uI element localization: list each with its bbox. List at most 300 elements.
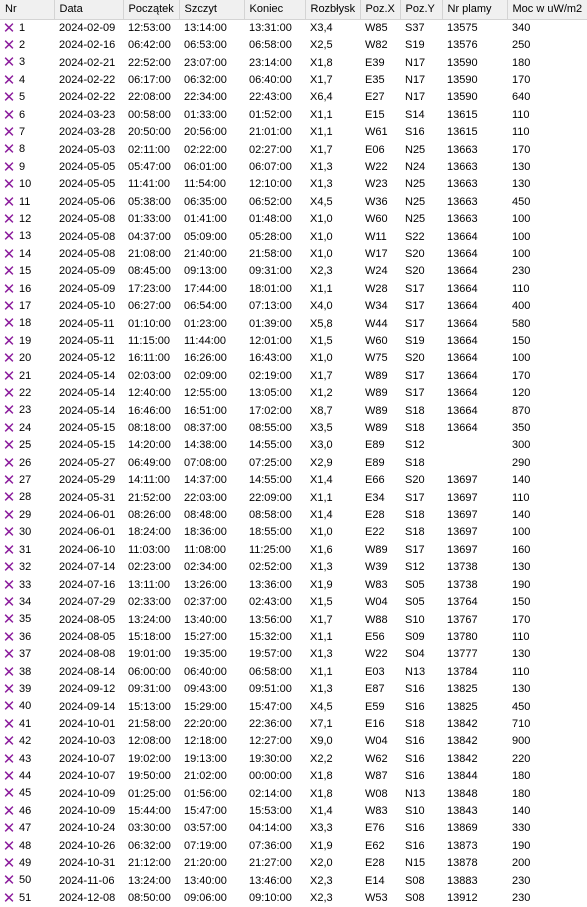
cell-nr: [0, 124, 54, 141]
table-row[interactable]: [0, 611, 587, 628]
cell-pos-y: S22: [405, 230, 425, 243]
column-header-szczyt[interactable]: Szczyt: [179, 0, 244, 19]
cell-nr: [0, 263, 54, 280]
x-flare-icon: ✕: [2, 350, 16, 368]
row-number: 5: [19, 91, 26, 104]
cell-start: 21:52:00: [128, 491, 171, 504]
cell-pos-y: S16: [405, 752, 425, 765]
cell-pos-y: S18: [405, 456, 425, 469]
cell-start: 02:11:00: [128, 143, 171, 156]
x-flare-icon: ✕: [2, 698, 16, 716]
x-flare-icon: ✕: [2, 402, 16, 420]
cell-date: 2024-05-11: [59, 317, 115, 330]
table-row[interactable]: [0, 472, 587, 489]
table-row[interactable]: [0, 855, 587, 872]
cell-date: 2024-10-07: [59, 770, 116, 783]
cell-class: X2,3: [310, 874, 333, 887]
cell-class: X1,8: [310, 787, 333, 800]
cell-nr: [0, 159, 54, 176]
cell-pos-y: S20: [405, 474, 425, 487]
cell-pos-x: E89: [365, 456, 385, 469]
cell-class: X1,7: [310, 613, 333, 626]
cell-nr: [0, 281, 54, 298]
cell-nr: [0, 681, 54, 698]
cell-class: X3,4: [310, 21, 333, 34]
cell-peak: 02:37:00: [184, 596, 227, 609]
x-flare-icon: ✕: [2, 820, 16, 838]
cell-nr: [0, 194, 54, 211]
cell-pos-x: W85: [365, 21, 388, 34]
table-row[interactable]: [0, 733, 587, 750]
cell-peak: 08:37:00: [184, 422, 227, 435]
x-flare-icon: ✕: [2, 280, 16, 298]
column-header-poczatek[interactable]: Początek: [123, 0, 179, 19]
cell-pos-y: S17: [405, 491, 425, 504]
cell-nr: [0, 785, 54, 802]
cell-peak: 03:57:00: [184, 822, 227, 835]
cell-pos-x: W87: [365, 770, 388, 783]
row-number: 36: [19, 630, 32, 643]
cell-power: 200: [512, 857, 531, 870]
table-row[interactable]: [0, 698, 587, 715]
cell-end: 06:40:00: [249, 73, 292, 86]
cell-power: 640: [512, 91, 531, 104]
cell-peak: 22:20:00: [184, 717, 227, 730]
x-flare-icon: ✕: [2, 454, 16, 472]
x-flare-icon: ✕: [2, 750, 16, 768]
table-row[interactable]: [0, 785, 587, 802]
cell-date: 2024-02-09: [59, 21, 116, 34]
cell-peak: 07:08:00: [184, 456, 227, 469]
table-row[interactable]: [0, 37, 587, 54]
row-number: 16: [19, 282, 32, 295]
row-number: 22: [19, 387, 32, 400]
cell-end: 17:02:00: [249, 404, 292, 417]
cell-end: 13:56:00: [249, 613, 292, 626]
row-number: 48: [19, 839, 32, 852]
cell-date: 2024-08-05: [59, 630, 116, 643]
cell-spot-nr: 13664: [447, 282, 478, 295]
cell-end: 16:43:00: [249, 352, 292, 365]
table-row[interactable]: [0, 211, 587, 228]
cell-pos-x: W83: [365, 804, 388, 817]
cell-date: 2024-11-06: [59, 874, 115, 887]
row-number: 11: [19, 195, 31, 208]
cell-class: X3,3: [310, 822, 333, 835]
row-number: 24: [19, 421, 32, 434]
table-row[interactable]: [0, 872, 587, 889]
x-flare-icon: ✕: [2, 419, 16, 437]
table-row[interactable]: [0, 455, 587, 472]
cell-power: 160: [512, 543, 531, 556]
cell-peak: 06:01:00: [184, 160, 227, 173]
cell-nr: [0, 141, 54, 158]
cell-nr: [0, 211, 54, 228]
cell-pos-y: S16: [405, 770, 425, 783]
cell-end: 00:00:00: [249, 770, 292, 783]
cell-spot-nr: 13825: [447, 700, 478, 713]
x-flare-icon: ✕: [2, 385, 16, 403]
x-flare-icon: ✕: [2, 872, 16, 890]
x-flare-icon: ✕: [2, 611, 16, 629]
cell-nr: [0, 315, 54, 332]
column-header-nr-plamy[interactable]: Nr plamy: [442, 0, 507, 19]
cell-start: 06:49:00: [128, 456, 171, 469]
x-flare-icon: ✕: [2, 367, 16, 385]
cell-power: 580: [512, 317, 531, 330]
cell-class: X1,0: [310, 230, 333, 243]
cell-pos-x: E06: [365, 143, 385, 156]
cell-power: 100: [512, 352, 531, 365]
table-row[interactable]: [0, 159, 587, 176]
cell-spot-nr: 13663: [447, 178, 478, 191]
cell-start: 19:02:00: [128, 752, 171, 765]
column-header-data[interactable]: Data: [54, 0, 123, 19]
cell-class: X1,8: [310, 770, 333, 783]
cell-nr: [0, 716, 54, 733]
x-flare-icon: ✕: [2, 106, 16, 124]
cell-pos-x: W82: [365, 39, 388, 52]
cell-date: 2024-05-08: [59, 247, 116, 260]
row-number: 1: [19, 21, 26, 34]
table-row[interactable]: [0, 542, 587, 559]
table-row[interactable]: [0, 524, 587, 541]
cell-date: 2024-02-16: [59, 39, 116, 52]
cell-power: 340: [512, 21, 531, 34]
cell-class: X2,0: [310, 857, 333, 870]
cell-end: 02:27:00: [249, 143, 292, 156]
cell-power: 150: [512, 335, 531, 348]
cell-pos-y: S18: [405, 404, 425, 417]
cell-date: 2024-05-03: [59, 143, 116, 156]
x-flare-icon: ✕: [2, 332, 16, 350]
cell-nr: [0, 420, 54, 437]
x-flare-icon: ✕: [2, 646, 16, 664]
table-row[interactable]: [0, 681, 587, 698]
cell-spot-nr: 13590: [447, 73, 478, 86]
cell-class: X1,1: [310, 126, 333, 139]
cell-nr: [0, 455, 54, 472]
cell-pos-y: S17: [405, 543, 425, 556]
cell-power: 250: [512, 39, 531, 52]
x-flare-icon: ✕: [2, 541, 16, 559]
cell-class: X7,1: [310, 717, 333, 730]
column-header-moc[interactable]: Moc w uW/m2: [507, 0, 587, 19]
cell-start: 14:20:00: [128, 439, 171, 452]
cell-nr: [0, 402, 54, 419]
cell-pos-y: S20: [405, 247, 425, 260]
cell-spot-nr: 13843: [447, 804, 478, 817]
cell-date: 2024-05-29: [59, 474, 116, 487]
cell-start: 13:24:00: [128, 874, 171, 887]
cell-power: 150: [512, 596, 531, 609]
table-row[interactable]: [0, 489, 587, 506]
cell-spot-nr: 13664: [447, 335, 478, 348]
cell-pos-y: S20: [405, 265, 425, 278]
cell-date: 2024-05-14: [59, 404, 116, 417]
cell-end: 07:13:00: [249, 300, 292, 313]
x-flare-icon: ✕: [2, 437, 16, 455]
x-flare-icon: ✕: [2, 245, 16, 263]
row-number: 50: [19, 874, 32, 887]
cell-start: 06:00:00: [128, 665, 171, 678]
cell-power: 140: [512, 474, 531, 487]
cell-nr: [0, 803, 54, 820]
table-row[interactable]: [0, 72, 587, 89]
cell-nr: [0, 855, 54, 872]
cell-spot-nr: 13883: [447, 874, 478, 887]
cell-peak: 07:19:00: [184, 839, 227, 852]
table-row[interactable]: [0, 368, 587, 385]
cell-spot-nr: 13664: [447, 422, 478, 435]
cell-peak: 01:23:00: [184, 317, 227, 330]
x-flare-icon: ✕: [2, 506, 16, 524]
cell-end: 11:25:00: [249, 543, 292, 556]
cell-pos-x: E35: [365, 73, 385, 86]
table-row[interactable]: [0, 315, 587, 332]
table-row[interactable]: [0, 176, 587, 193]
cell-date: 2024-08-08: [59, 648, 116, 661]
cell-peak: 08:48:00: [184, 509, 227, 522]
table-row[interactable]: [0, 507, 587, 524]
table-row[interactable]: [0, 141, 587, 158]
table-row[interactable]: [0, 246, 587, 263]
table-row[interactable]: [0, 577, 587, 594]
cell-date: 2024-05-14: [59, 369, 116, 382]
cell-date: 2024-08-14: [59, 665, 116, 678]
cell-end: 22:43:00: [249, 91, 292, 104]
cell-pos-y: S12: [405, 439, 425, 452]
cell-class: X1,4: [310, 474, 333, 487]
table-row[interactable]: [0, 333, 587, 350]
table-row[interactable]: [0, 820, 587, 837]
x-flare-icon: ✕: [2, 176, 16, 194]
header-row: [0, 0, 587, 19]
cell-date: 2024-05-09: [59, 282, 116, 295]
cell-peak: 09:13:00: [184, 265, 227, 278]
table-row[interactable]: [0, 890, 587, 907]
table-row[interactable]: [0, 664, 587, 681]
table-row[interactable]: [0, 437, 587, 454]
cell-power: 110: [512, 630, 530, 643]
cell-power: 220: [512, 752, 531, 765]
cell-pos-y: S12: [405, 561, 425, 574]
table-row[interactable]: [0, 385, 587, 402]
cell-end: 07:36:00: [249, 839, 292, 852]
cell-power: 120: [512, 387, 531, 400]
cell-pos-x: W28: [365, 282, 388, 295]
cell-start: 21:08:00: [128, 247, 171, 260]
table-row[interactable]: [0, 420, 587, 437]
cell-start: 02:33:00: [128, 596, 171, 609]
cell-pos-y: S05: [405, 596, 425, 609]
cell-pos-y: N17: [405, 91, 426, 104]
cell-start: 01:25:00: [128, 787, 171, 800]
cell-start: 13:11:00: [128, 578, 171, 591]
cell-date: 2024-06-10: [59, 543, 116, 556]
cell-start: 06:27:00: [128, 300, 171, 313]
row-number: 27: [19, 474, 32, 487]
row-number: 30: [19, 526, 32, 539]
cell-pos-x: E28: [365, 509, 385, 522]
cell-nr: [0, 246, 54, 263]
cell-date: 2024-07-16: [59, 578, 116, 591]
cell-date: 2024-05-27: [59, 456, 116, 469]
cell-peak: 11:54:00: [184, 178, 227, 191]
cell-power: 870: [512, 404, 531, 417]
cell-start: 21:12:00: [128, 857, 171, 870]
cell-power: 130: [512, 683, 531, 696]
cell-start: 06:17:00: [128, 73, 171, 86]
cell-date: 2024-10-24: [59, 822, 116, 835]
cell-end: 08:55:00: [249, 422, 292, 435]
cell-pos-y: S16: [405, 683, 425, 696]
table-row[interactable]: [0, 281, 587, 298]
row-number: 14: [19, 247, 32, 260]
table-row[interactable]: [0, 194, 587, 211]
cell-spot-nr: 13848: [447, 787, 478, 800]
cell-nr: [0, 72, 54, 89]
x-flare-icon: ✕: [2, 889, 16, 907]
cell-end: 09:51:00: [249, 683, 292, 696]
cell-end: 06:58:00: [249, 39, 292, 52]
cell-nr: [0, 611, 54, 628]
cell-pos-y: N17: [405, 56, 426, 69]
cell-pos-y: N17: [405, 73, 426, 86]
cell-spot-nr: 13664: [447, 369, 478, 382]
cell-end: 01:39:00: [249, 317, 292, 330]
cell-peak: 19:35:00: [184, 648, 227, 661]
cell-pos-y: S19: [405, 39, 425, 52]
column-header-poz-y[interactable]: Poz.Y: [400, 0, 442, 19]
cell-pos-y: S05: [405, 578, 425, 591]
table-row[interactable]: [0, 559, 587, 576]
cell-peak: 23:07:00: [184, 56, 227, 69]
table-row[interactable]: [0, 19, 587, 37]
column-header-koniec[interactable]: Koniec: [244, 0, 305, 19]
table-row[interactable]: [0, 838, 587, 855]
cell-pos-x: E14: [365, 874, 385, 887]
cell-class: X1,1: [310, 108, 333, 121]
x-flare-icon: ✕: [2, 141, 16, 159]
table-row[interactable]: [0, 107, 587, 124]
x-flare-icon: ✕: [2, 733, 16, 751]
table-row[interactable]: [0, 594, 587, 611]
table-row[interactable]: [0, 803, 587, 820]
cell-start: 22:08:00: [128, 91, 171, 104]
cell-spot-nr: 13663: [447, 195, 478, 208]
cell-peak: 22:03:00: [184, 491, 227, 504]
cell-pos-y: S18: [405, 509, 425, 522]
table-row[interactable]: [0, 646, 587, 663]
cell-class: X1,3: [310, 160, 333, 173]
cell-pos-x: W22: [365, 160, 388, 173]
cell-date: 2024-06-01: [59, 509, 116, 522]
cell-peak: 13:14:00: [184, 21, 227, 34]
table-row[interactable]: [0, 298, 587, 315]
table-row[interactable]: [0, 768, 587, 785]
cell-start: 13:24:00: [128, 613, 171, 626]
cell-spot-nr: 13738: [447, 578, 478, 591]
table-row[interactable]: [0, 629, 587, 646]
column-header-poz-x[interactable]: Poz.X: [360, 0, 400, 19]
table-row[interactable]: [0, 716, 587, 733]
cell-nr: [0, 751, 54, 768]
cell-end: 22:36:00: [249, 717, 292, 730]
cell-end: 02:52:00: [249, 561, 292, 574]
table-row[interactable]: [0, 350, 587, 367]
cell-pos-x: W04: [365, 735, 388, 748]
cell-pos-y: N13: [405, 787, 426, 800]
cell-peak: 15:47:00: [184, 804, 227, 817]
x-flare-icon: ✕: [2, 628, 16, 646]
cell-nr: [0, 629, 54, 646]
table-row[interactable]: [0, 124, 587, 141]
cell-date: 2024-05-08: [59, 213, 116, 226]
cell-nr: [0, 333, 54, 350]
cell-date: 2024-10-09: [59, 787, 116, 800]
cell-pos-x: E56: [365, 630, 385, 643]
cell-end: 13:46:00: [249, 874, 292, 887]
cell-power: 330: [512, 822, 531, 835]
cell-pos-y: S17: [405, 282, 425, 295]
cell-date: 2024-12-08: [59, 892, 116, 905]
cell-end: 21:01:00: [249, 126, 292, 139]
row-number: 32: [19, 561, 32, 574]
cell-spot-nr: 13590: [447, 56, 478, 69]
x-flare-icon: ✕: [2, 193, 16, 211]
table-row[interactable]: [0, 228, 587, 245]
cell-end: 08:58:00: [249, 509, 292, 522]
table-row[interactable]: [0, 263, 587, 280]
cell-pos-x: W23: [365, 178, 388, 191]
table-row[interactable]: [0, 402, 587, 419]
cell-start: 04:37:00: [128, 230, 171, 243]
column-header-rozblysk[interactable]: Rozbłysk: [305, 0, 360, 19]
cell-end: 18:55:00: [249, 526, 292, 539]
cell-spot-nr: 13825: [447, 683, 478, 696]
cell-start: 12:08:00: [128, 735, 171, 748]
table-row[interactable]: [0, 89, 587, 106]
cell-pos-x: W62: [365, 752, 388, 765]
cell-pos-x: W83: [365, 578, 388, 591]
cell-date: 2024-09-12: [59, 683, 116, 696]
cell-peak: 06:54:00: [184, 300, 227, 313]
table-row[interactable]: [0, 54, 587, 71]
cell-start: 12:53:00: [128, 21, 171, 34]
column-header-nr[interactable]: Nr: [0, 0, 54, 19]
cell-nr: [0, 542, 54, 559]
table-row[interactable]: [0, 751, 587, 768]
cell-spot-nr: 13663: [447, 160, 478, 173]
cell-pos-x: W24: [365, 265, 388, 278]
cell-peak: 14:37:00: [184, 474, 227, 487]
x-flare-icon: ✕: [2, 36, 16, 54]
cell-nr: [0, 733, 54, 750]
cell-pos-x: W88: [365, 613, 388, 626]
cell-pos-x: W11: [365, 230, 387, 243]
cell-date: 2024-10-07: [59, 752, 116, 765]
cell-spot-nr: 13590: [447, 91, 478, 104]
cell-pos-y: S17: [405, 317, 425, 330]
cell-pos-x: E39: [365, 56, 385, 69]
cell-spot-nr: 13842: [447, 717, 478, 730]
x-flare-icon: ✕: [2, 123, 16, 141]
cell-spot-nr: 13873: [447, 839, 478, 852]
cell-date: 2024-05-09: [59, 265, 116, 278]
cell-pos-x: W60: [365, 335, 388, 348]
cell-pos-x: W75: [365, 352, 388, 365]
